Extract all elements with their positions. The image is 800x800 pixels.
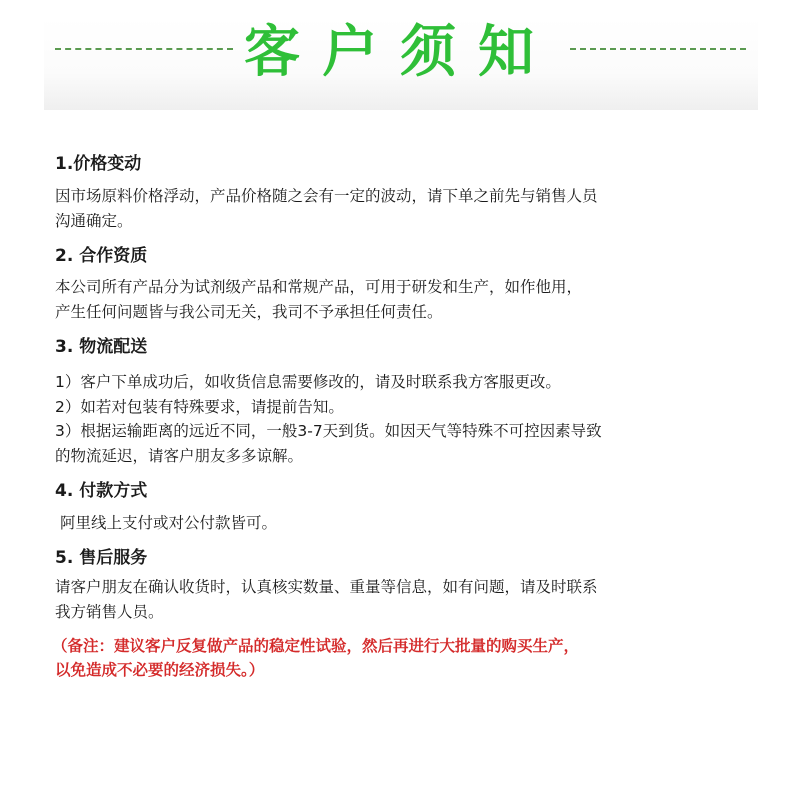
- section-text: 本公司所有产品分为试剂级产品和常规产品，可用于研发和生产，如作他用，: [55, 278, 583, 296]
- left-dash-divider: [55, 48, 233, 50]
- section-text: 阿里线上支付或对公付款皆可。: [60, 514, 278, 532]
- section-heading-price: 1.价格变动: [55, 154, 142, 174]
- section-text: 产生任何问题皆与我公司无关，我司不予承担任何责任。: [55, 303, 443, 321]
- section-text: 我方销售人员。: [55, 603, 164, 621]
- section-text: 请客户朋友在确认收货时，认真核实数量、重量等信息，如有问题，请及时联系: [55, 578, 598, 596]
- section-text: 因市场原料价格浮动，产品价格随之会有一定的波动，请下单之前先与销售人员: [55, 187, 598, 205]
- section-heading-logistics: 3. 物流配送: [55, 337, 148, 357]
- section-text: 3）根据运输距离的远近不同，一般3-7天到货。如因天气等特殊不可控因素导致: [55, 422, 602, 440]
- section-heading-payment: 4. 付款方式: [55, 481, 148, 501]
- remark-note: （备注：建议客户反复做产品的稳定性试验，然后再进行大批量的购买生产，: [52, 637, 580, 655]
- section-heading-qualification: 2. 合作资质: [55, 246, 148, 266]
- section-text: 1）客户下单成功后，如收货信息需要修改的，请及时联系我方客服更改。: [55, 373, 561, 391]
- remark-note: 以免造成不必要的经济损失。）: [55, 661, 265, 679]
- section-heading-after-sales: 5. 售后服务: [55, 548, 148, 568]
- section-text: 的物流延迟，请客户朋友多多谅解。: [55, 447, 304, 465]
- right-dash-divider: [570, 48, 746, 50]
- page-title: 客户须知: [244, 20, 556, 85]
- section-text: 沟通确定。: [55, 212, 133, 230]
- section-text: 2）如若对包装有特殊要求，请提前告知。: [55, 398, 344, 416]
